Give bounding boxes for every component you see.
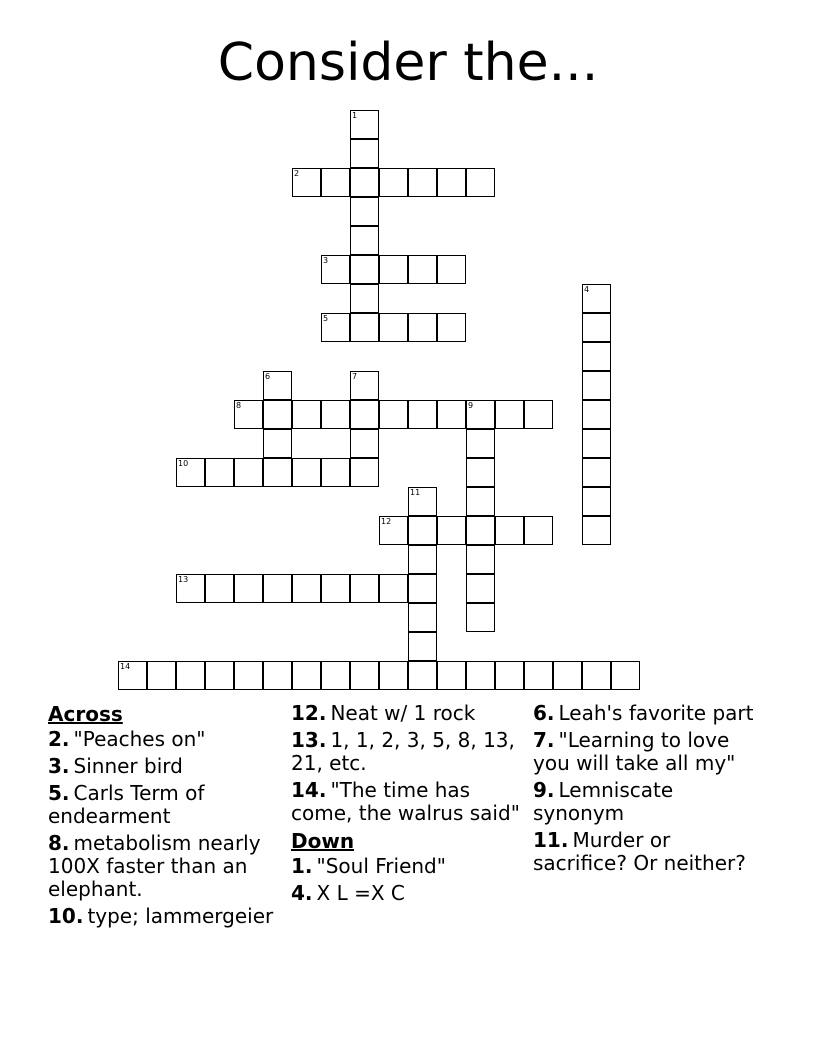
grid-cell[interactable] xyxy=(350,574,379,603)
grid-cell[interactable] xyxy=(263,400,292,429)
grid-cell[interactable] xyxy=(524,661,553,690)
grid-cell[interactable] xyxy=(205,458,234,487)
grid-cell[interactable] xyxy=(379,661,408,690)
grid-cell[interactable] xyxy=(379,168,408,197)
grid-cell[interactable] xyxy=(263,458,292,487)
grid-cell[interactable] xyxy=(292,458,321,487)
grid-cell[interactable] xyxy=(234,400,263,429)
grid-cell[interactable] xyxy=(466,661,495,690)
grid-cell[interactable] xyxy=(408,603,437,632)
grid-cell[interactable] xyxy=(466,487,495,516)
clue-across-8: 8. metabolism nearly 100X faster than an elephant. xyxy=(48,831,261,901)
grid-cell[interactable] xyxy=(466,168,495,197)
grid-cell[interactable] xyxy=(234,661,263,690)
grid-cell[interactable] xyxy=(582,400,611,429)
grid-cell[interactable] xyxy=(437,313,466,342)
cell-number: 7 xyxy=(352,372,358,381)
cell-number: 14 xyxy=(120,662,131,671)
grid-cell[interactable] xyxy=(408,632,437,661)
grid-cell[interactable] xyxy=(263,371,292,400)
cell-number: 13 xyxy=(178,575,189,584)
grid-cell[interactable] xyxy=(176,458,205,487)
grid-cell[interactable] xyxy=(350,168,379,197)
grid-cell[interactable] xyxy=(379,313,408,342)
grid-cell[interactable] xyxy=(408,545,437,574)
grid-cell[interactable] xyxy=(582,487,611,516)
grid-cell[interactable] xyxy=(582,458,611,487)
grid-cell[interactable] xyxy=(379,255,408,284)
grid-cell[interactable] xyxy=(379,516,408,545)
grid-cell[interactable] xyxy=(466,400,495,429)
clue-across-12: 12. Neat w/ 1 rock xyxy=(291,701,476,725)
grid-cell[interactable] xyxy=(582,429,611,458)
cell-number: 2 xyxy=(294,169,300,178)
grid-cell[interactable] xyxy=(321,661,350,690)
grid-cell[interactable] xyxy=(524,400,553,429)
cell-number: 10 xyxy=(178,459,189,468)
grid-cell[interactable] xyxy=(350,429,379,458)
grid-cell[interactable] xyxy=(147,661,176,690)
grid-cell[interactable] xyxy=(408,313,437,342)
grid-cell[interactable] xyxy=(408,168,437,197)
grid-cell[interactable] xyxy=(582,371,611,400)
grid-cell[interactable] xyxy=(263,429,292,458)
grid-cell[interactable] xyxy=(466,574,495,603)
grid-cell[interactable] xyxy=(437,661,466,690)
clue-across-10: 10. type; lammergeier xyxy=(48,904,274,928)
grid-cell[interactable] xyxy=(582,661,611,690)
grid-cell[interactable] xyxy=(205,661,234,690)
grid-cell[interactable] xyxy=(582,342,611,371)
cell-number: 12 xyxy=(381,517,392,526)
grid-cell[interactable] xyxy=(321,400,350,429)
grid-cell[interactable] xyxy=(350,400,379,429)
clue-down-11: 11. Murder or sacrifice? Or neither? xyxy=(533,828,746,875)
grid-cell[interactable] xyxy=(350,284,379,313)
clue-column-2 xyxy=(291,702,523,909)
grid-cell[interactable] xyxy=(466,429,495,458)
grid-cell[interactable] xyxy=(408,516,437,545)
clue-across-14: 14. "The time has come, the walrus said" xyxy=(291,778,520,825)
grid-cell[interactable] xyxy=(466,603,495,632)
grid-cell[interactable] xyxy=(292,661,321,690)
grid-cell[interactable] xyxy=(437,255,466,284)
grid-cell[interactable] xyxy=(582,284,611,313)
grid-cell[interactable] xyxy=(350,110,379,139)
grid-cell[interactable] xyxy=(408,400,437,429)
grid-cell[interactable] xyxy=(408,661,437,690)
cell-number: 1 xyxy=(352,111,358,120)
grid-cell[interactable] xyxy=(466,458,495,487)
grid-cell[interactable] xyxy=(408,487,437,516)
cell-number: 3 xyxy=(323,256,329,265)
clue-across-3: 3. Sinner bird xyxy=(48,754,183,778)
grid-cell[interactable] xyxy=(379,400,408,429)
grid-cell[interactable] xyxy=(582,313,611,342)
cell-number: 4 xyxy=(584,285,590,294)
clue-column-3 xyxy=(533,702,765,879)
clue-down-9: 9. Lemniscate synonym xyxy=(533,778,674,825)
grid-cell[interactable] xyxy=(553,661,582,690)
grid-cell[interactable] xyxy=(350,197,379,226)
grid-cell[interactable] xyxy=(408,255,437,284)
grid-cell[interactable] xyxy=(176,574,205,603)
down-heading: Down xyxy=(291,829,355,853)
clue-down-6: 6. Leah's favorite part xyxy=(533,701,754,725)
clue-column-1 xyxy=(48,702,280,932)
clue-across-5: 5. Carls Term of endearment xyxy=(48,781,205,828)
grid-cell[interactable] xyxy=(350,313,379,342)
grid-cell[interactable] xyxy=(437,516,466,545)
grid-cell[interactable] xyxy=(437,168,466,197)
grid-cell[interactable] xyxy=(321,574,350,603)
grid-cell[interactable] xyxy=(582,516,611,545)
grid-cell[interactable] xyxy=(437,400,466,429)
grid-cell[interactable] xyxy=(495,661,524,690)
cell-number: 6 xyxy=(265,372,271,381)
grid-cell[interactable] xyxy=(176,661,205,690)
cell-number: 9 xyxy=(468,401,474,410)
clue-down-7: 7. "Learning to love you will take all my" xyxy=(533,728,736,775)
clue-across-13: 13. 1, 1, 2, 3, 5, 8, 13, 21, etc. xyxy=(291,728,515,775)
clue-across-2: 2. "Peaches on" xyxy=(48,727,206,751)
grid-cell[interactable] xyxy=(495,516,524,545)
cell-number: 11 xyxy=(410,488,421,497)
grid-cell[interactable] xyxy=(205,574,234,603)
grid-cell[interactable] xyxy=(263,661,292,690)
grid-cell[interactable] xyxy=(321,313,350,342)
grid-cell[interactable] xyxy=(292,168,321,197)
grid-cell[interactable] xyxy=(466,516,495,545)
grid-cell[interactable] xyxy=(321,458,350,487)
grid-cell[interactable] xyxy=(350,139,379,168)
grid-cell[interactable] xyxy=(408,574,437,603)
grid-cell[interactable] xyxy=(321,168,350,197)
across-heading: Across xyxy=(48,702,123,726)
grid-cell[interactable] xyxy=(350,371,379,400)
grid-cell[interactable] xyxy=(466,545,495,574)
grid-cell[interactable] xyxy=(321,255,350,284)
cell-number: 5 xyxy=(323,314,329,323)
page-title: Consider the... xyxy=(217,33,599,93)
grid-cell[interactable] xyxy=(350,226,379,255)
grid-cell[interactable] xyxy=(292,574,321,603)
grid-cell[interactable] xyxy=(350,255,379,284)
cell-number: 8 xyxy=(236,401,242,410)
grid-cell[interactable] xyxy=(234,458,263,487)
grid-cell[interactable] xyxy=(118,661,147,690)
grid-cell[interactable] xyxy=(524,516,553,545)
grid-cell[interactable] xyxy=(611,661,640,690)
grid-cell[interactable] xyxy=(350,458,379,487)
clue-down-1: 1. "Soul Friend" xyxy=(291,854,446,878)
clue-down-4: 4. X L =X C xyxy=(291,881,405,905)
grid-cell[interactable] xyxy=(292,400,321,429)
grid-cell[interactable] xyxy=(350,661,379,690)
grid-cell[interactable] xyxy=(379,574,408,603)
grid-cell[interactable] xyxy=(234,574,263,603)
grid-cell[interactable] xyxy=(495,400,524,429)
grid-cell[interactable] xyxy=(263,574,292,603)
